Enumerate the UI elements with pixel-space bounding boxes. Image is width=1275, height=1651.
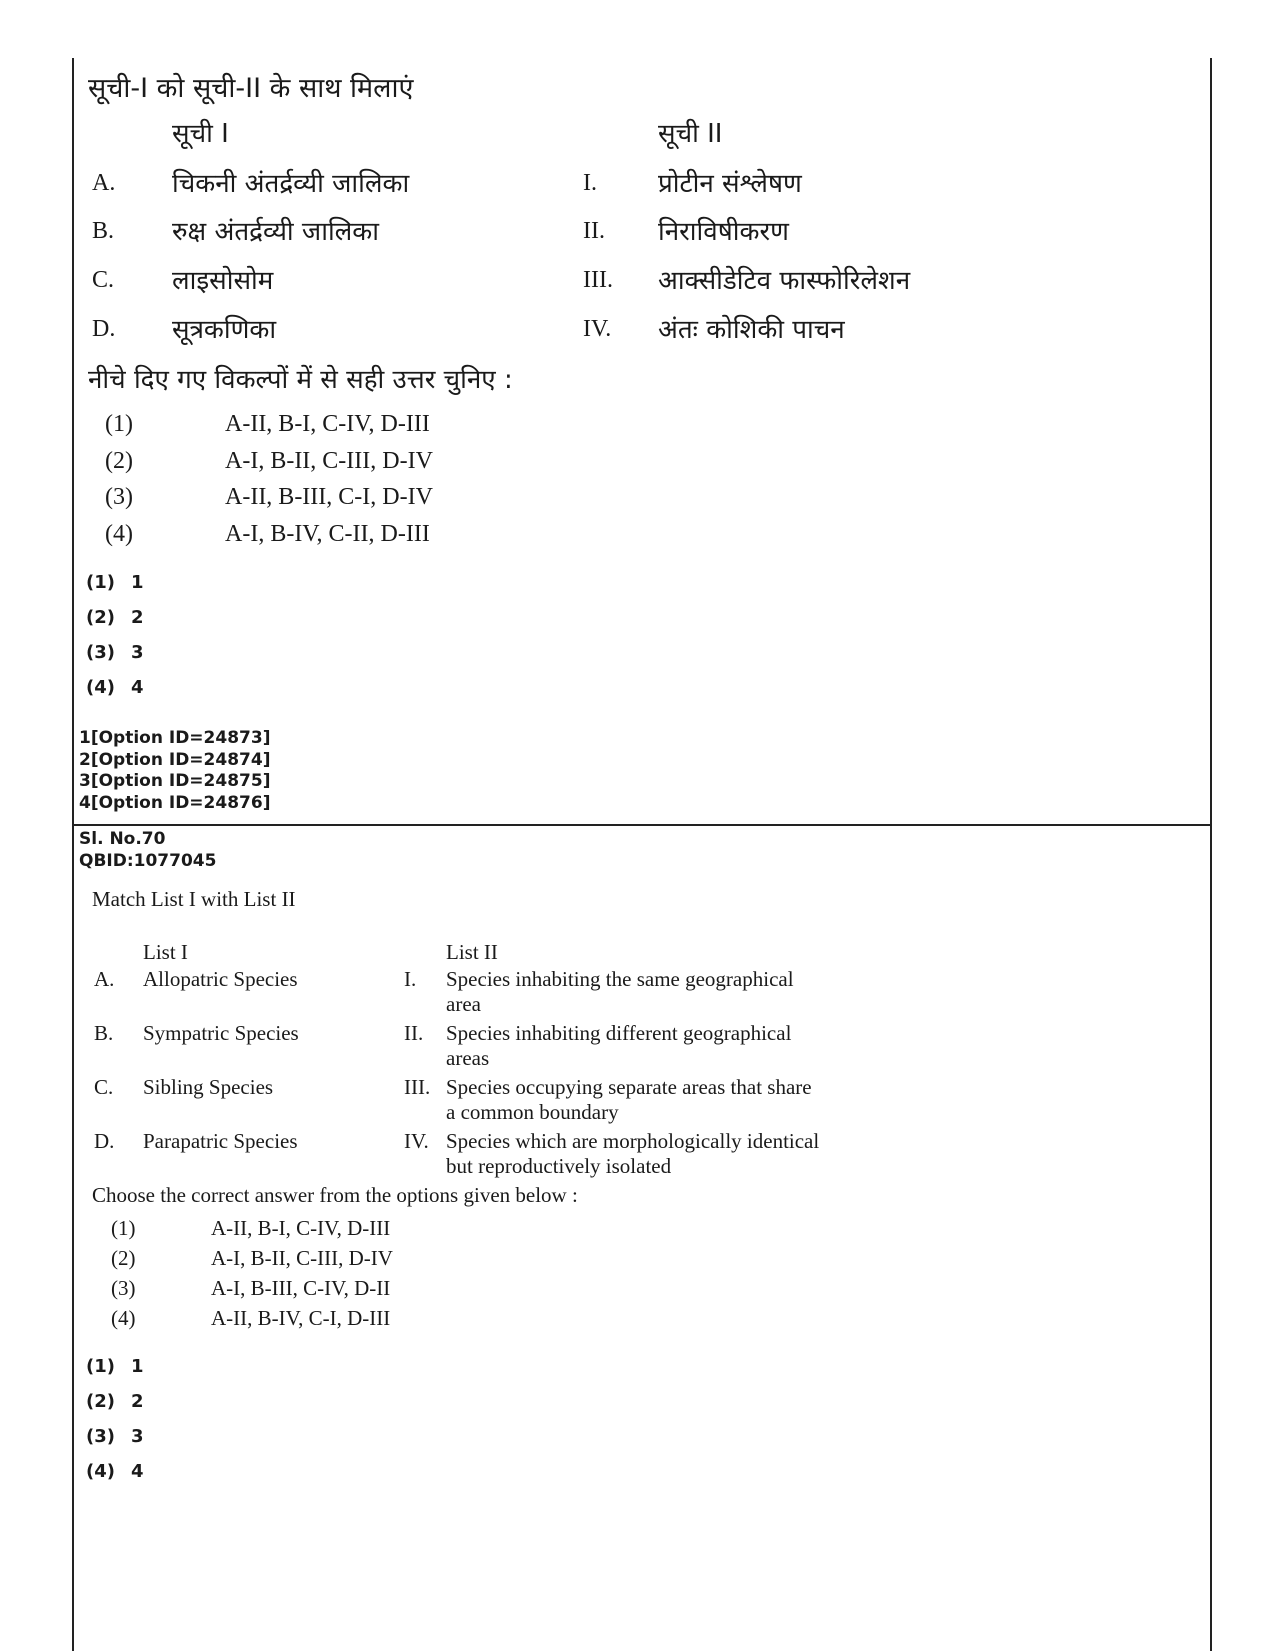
choice-number: (2) — [105, 448, 133, 474]
choice-text: A-I, B-II, C-III, D-IV — [225, 448, 433, 474]
row-match: निराविषीकरण — [658, 217, 789, 247]
row-item: Allopatric Species — [143, 967, 298, 991]
q70-prompt: Choose the correct answer from the options given below : — [92, 1183, 578, 1207]
answer-number: (2) — [86, 607, 115, 628]
row-letter: D. — [94, 1129, 115, 1153]
choice-text: A-I, B-II, C-III, D-IV — [211, 1246, 393, 1270]
answer-number: (3) — [86, 642, 115, 663]
row-match-cont: but reproductively isolated — [446, 1154, 672, 1178]
q69-prompt: नीचे दिए गए विकल्पों में से सही उत्तर चुनिए : — [88, 365, 513, 395]
row-match: Species occupying separate areas that share — [446, 1075, 812, 1099]
answer-value: 1 — [131, 572, 144, 593]
row-match: आक्सीडेटिव फास्फोरिलेशन — [658, 266, 911, 296]
q70-instruction: Match List I with List II — [92, 887, 296, 911]
answer-number: (2) — [86, 1391, 115, 1412]
answer-number: (1) — [86, 572, 115, 593]
row-roman: IV. — [404, 1129, 429, 1153]
choice-number: (3) — [111, 1276, 136, 1300]
row-roman: I. — [583, 170, 597, 196]
q69-instruction: सूची-I को सूची-II के साथ मिलाएं — [88, 73, 414, 104]
choice-text: A-I, B-IV, C-II, D-III — [225, 521, 430, 547]
answer-value: 3 — [131, 1426, 144, 1447]
answer-number: (1) — [86, 1356, 115, 1377]
row-item: सूत्रकणिका — [172, 315, 277, 345]
q70-list2-header: List II — [446, 940, 498, 964]
choice-number: (1) — [105, 411, 133, 437]
answer-value: 2 — [131, 607, 144, 628]
answer-number: (4) — [86, 677, 115, 698]
row-match-cont: areas — [446, 1046, 490, 1070]
row-match: प्रोटीन संश्लेषण — [658, 169, 802, 199]
option-id: 4[Option ID=24876] — [79, 793, 271, 813]
row-roman: II. — [583, 218, 605, 244]
choice-number: (4) — [105, 521, 133, 547]
answer-value: 4 — [131, 1461, 144, 1482]
answer-number: (3) — [86, 1426, 115, 1447]
answer-value: 4 — [131, 677, 144, 698]
q70-sl-no: Sl. No.70 — [79, 829, 166, 849]
row-roman: III. — [404, 1075, 431, 1099]
choice-number: (3) — [105, 484, 133, 510]
row-item: Sibling Species — [143, 1075, 274, 1099]
q69-list2-header: सूची II — [658, 119, 723, 149]
q69-list1-header: सूची I — [172, 119, 229, 149]
row-roman: IV. — [583, 316, 612, 342]
answer-value: 2 — [131, 1391, 144, 1412]
option-id: 2[Option ID=24874] — [79, 750, 271, 770]
choice-text: A-II, B-III, C-I, D-IV — [225, 484, 433, 510]
row-letter: C. — [92, 267, 115, 293]
choice-number: (4) — [111, 1306, 136, 1330]
row-item: चिकनी अंतर्द्रव्यी जालिका — [172, 169, 410, 199]
option-id: 1[Option ID=24873] — [79, 728, 271, 748]
choice-text: A-II, B-I, C-IV, D-III — [225, 411, 430, 437]
row-letter: A. — [94, 967, 115, 991]
row-letter: B. — [94, 1021, 114, 1045]
row-roman: I. — [404, 967, 417, 991]
row-item: रुक्ष अंतर्द्रव्यी जालिका — [172, 217, 380, 247]
row-match-cont: a common boundary — [446, 1100, 619, 1124]
choice-number: (1) — [111, 1216, 136, 1240]
row-letter: A. — [92, 170, 116, 196]
choice-text: A-II, B-I, C-IV, D-III — [211, 1216, 391, 1240]
option-id: 3[Option ID=24875] — [79, 771, 271, 791]
row-match: Species inhabiting the same geographical — [446, 967, 794, 991]
choice-text: A-II, B-IV, C-I, D-III — [211, 1306, 391, 1330]
row-match: अंतः कोशिकी पाचन — [658, 315, 845, 345]
row-letter: D. — [92, 316, 116, 342]
row-letter: C. — [94, 1075, 114, 1099]
row-match: Species which are morphologically identical — [446, 1129, 820, 1153]
choice-text: A-I, B-III, C-IV, D-II — [211, 1276, 391, 1300]
q70-qbid: QBID:1077045 — [79, 851, 217, 871]
answer-value: 3 — [131, 642, 144, 663]
row-item: Sympatric Species — [143, 1021, 299, 1045]
question-divider — [72, 824, 1210, 826]
q70-list1-header: List I — [143, 940, 188, 964]
answer-number: (4) — [86, 1461, 115, 1482]
row-item: Parapatric Species — [143, 1129, 298, 1153]
answer-value: 1 — [131, 1356, 144, 1377]
row-roman: III. — [583, 267, 613, 293]
row-match: Species inhabiting different geographical — [446, 1021, 792, 1045]
choice-number: (2) — [111, 1246, 136, 1270]
row-roman: II. — [404, 1021, 424, 1045]
row-match-cont: area — [446, 992, 481, 1016]
row-item: लाइसोसोम — [172, 266, 274, 296]
row-letter: B. — [92, 218, 115, 244]
